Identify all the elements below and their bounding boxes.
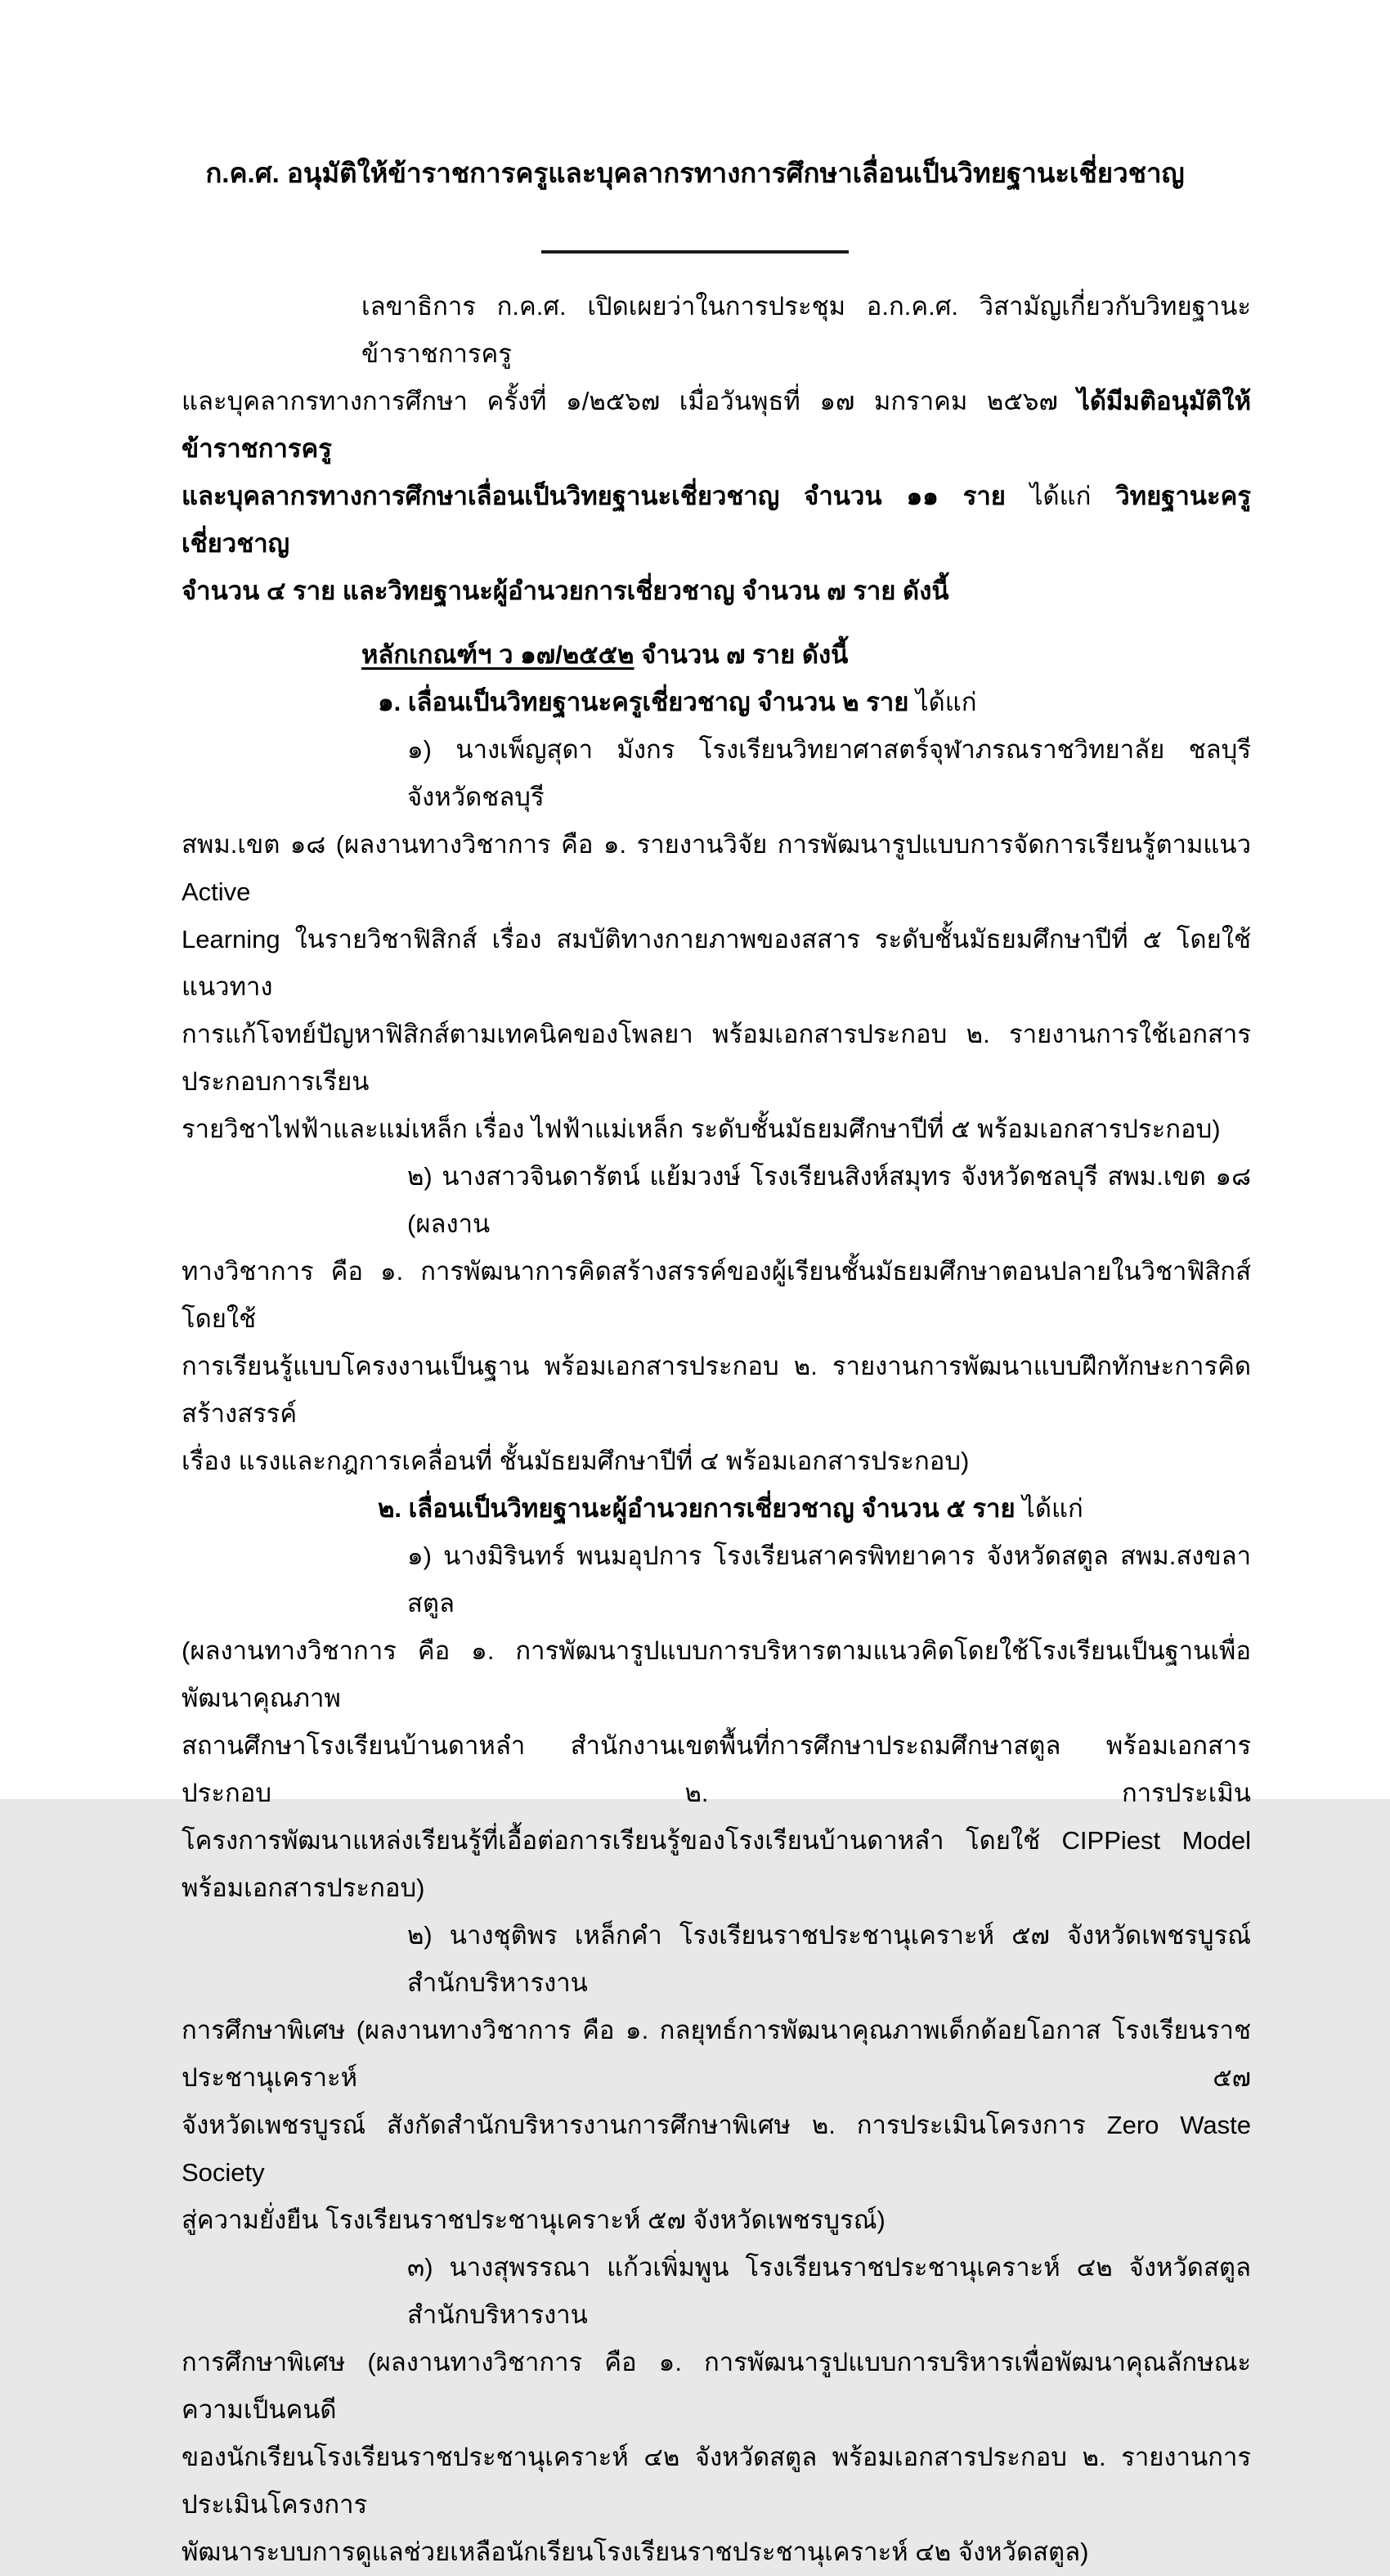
- s1-entry-2-line: [182, 1343, 1251, 1438]
- s1-entry-2-line: [182, 1153, 1251, 1248]
- s2-entry-2-line: [182, 2102, 1251, 2197]
- entry-text: ของนักเรียนโรงเรียนราชประชานุเคราะห์ ๔๒ จังหวัดสตูล พร้อมเอกสารประกอบ ๒. รายงานการประเมินโครงการ: [182, 2443, 1251, 2519]
- entry-text: การเรียนรู้แบบโครงงานเป็นฐาน พร้อมเอกสารประกอบ ๒. รายงานการพัฒนาแบบฝึกทักษะการคิดสร้างสรรค์: [182, 1352, 1251, 1428]
- s1-entry-2-line: [182, 1248, 1251, 1343]
- entry-text: สู่ความยั่งยืน โรงเรียนราชประชานุเคราะห์ ๕๗ จังหวัดเพชรบูรณ์): [182, 2206, 886, 2234]
- s2-entry-3-line: [182, 2529, 1251, 2576]
- criteria-heading-underlined: หลักเกณฑ์ฯ ว ๑๗/๒๕๕๒: [361, 640, 634, 669]
- s1-entry-1-line: [182, 726, 1251, 821]
- intro-text-bold: วิทยฐานะครูเชี่ยวชาญ: [182, 482, 1251, 558]
- intro-text-bold: จำนวน ๔ ราย และวิทยฐานะผู้อำนวยการเชี่ยวชาญ จำนวน ๗ ราย ดังนี้: [182, 577, 949, 605]
- entry-text: การศึกษาพิเศษ (ผลงานทางวิชาการ คือ ๑. การพัฒนารูปแบบการบริหารเพื่อพัฒนาคุณลักษณะความเป็นคนดี: [182, 2348, 1251, 2424]
- s1-entry-2-line: [182, 1438, 1251, 1485]
- intro-line-1: [182, 283, 1251, 378]
- document-title: ก.ค.ศ. อนุมัติให้ข้าราชการครูและบุคลากรทางการศึกษาเลื่อนเป็นวิทยฐานะเชี่ยวชาญ: [205, 158, 1185, 188]
- entry-text: ๓) นางสุพรรณา แก้วเพิ่มพูน โรงเรียนราชประชานุเคราะห์ ๔๒ จังหวัดสตูล สำนักบริหารงาน: [407, 2253, 1251, 2329]
- document-body: [182, 283, 1251, 2576]
- s1-entry-1-line: [182, 1106, 1251, 1153]
- s2-entry-1-line: [182, 1817, 1251, 1912]
- entry-text: พัฒนาระบบการดูแลช่วยเหลือนักเรียนโรงเรียนราชประชานุเคราะห์ ๔๒ จังหวัดสตูล): [182, 2538, 1089, 2566]
- s2-entry-1-line: [182, 1533, 1251, 1627]
- intro-text-bold: และบุคลากรทางการศึกษาเลื่อนเป็นวิทยฐานะเชี่ยวชาญ จำนวน ๑๑ ราย: [182, 482, 1030, 510]
- entry-text: เรื่อง แรงและกฎการเคลื่อนที่ ชั้นมัธยมศึกษาปีที่ ๔ พร้อมเอกสารประกอบ): [182, 1447, 970, 1475]
- s2-entry-2-line: [182, 1912, 1251, 2007]
- entry-text: ๑) นางเพ็ญสุดา มังกร โรงเรียนวิทยาศาสตร์จุฬาภรณราชวิทยาลัย ชลบุรี จังหวัดชลบุรี: [407, 735, 1251, 811]
- section-1-heading-bold: ๑. เลื่อนเป็นวิทยฐานะครูเชี่ยวชาญ จำนวน ๒ ราย: [378, 688, 917, 716]
- section-1-heading-normal: ได้แก่: [916, 688, 977, 716]
- entry-text: โครงการพัฒนาแหล่งเรียนรู้ที่เอื้อต่อการเรียนรู้ของโรงเรียนบ้านดาหลำ โดยใช้ CIPPiest Model พร้อมเอกสารประกอบ): [182, 1826, 1251, 1902]
- s2-entry-3-line: [182, 2434, 1251, 2529]
- criteria-heading-rest: จำนวน ๗ ราย ดังนี้: [634, 640, 849, 669]
- s1-entry-1-line: [182, 821, 1251, 916]
- entry-text: รายวิชาไฟฟ้าและแม่เหล็ก เรื่อง ไฟฟ้าแม่เหล็ก ระดับชั้นมัธยมศึกษาปีที่ ๕ พร้อมเอกสารประกอบ): [182, 1115, 1221, 1143]
- intro-text: และบุคลากรทางการศึกษา ครั้งที่ ๑/๒๕๖๗ เมื่อวันพุธที่ ๑๗ มกราคม ๒๕๖๗: [182, 387, 1078, 415]
- section-1-heading: [182, 679, 1251, 726]
- entry-text: ๑) นางมิรินทร์ พนมอุปการ โรงเรียนสาครพิทยาคาร จังหวัดสตูล สพม.สงขลา สตูล: [407, 1542, 1251, 1618]
- entry-text: ทางวิชาการ คือ ๑. การพัฒนาการคิดสร้างสรรค์ของผู้เรียนชั้นมัธยมศึกษาตอนปลายในวิชาฟิสิกส์ โดยใช้: [182, 1257, 1251, 1333]
- entry-text: การศึกษาพิเศษ (ผลงานทางวิชาการ คือ ๑. กลยุทธ์การพัฒนาคุณภาพเด็กด้อยโอกาส โรงเรียนราชประชานุเคราะห์ ๕๗: [182, 2016, 1251, 2092]
- entry-text: จังหวัดเพชรบูรณ์ สังกัดสำนักบริหารงานการศึกษาพิเศษ ๒. การประเมินโครงการ Zero Waste Society: [182, 2111, 1251, 2187]
- entry-text: การแก้โจทย์ปัญหาฟิสิกส์ตามเทคนิคของโพลยา พร้อมเอกสารประกอบ ๒. รายงานการใช้เอกสารประกอบการเรียน: [182, 1020, 1251, 1096]
- entry-text: สพม.เขต ๑๘ (ผลงานทางวิชาการ คือ ๑. รายงานวิจัย การพัฒนารูปแบบการจัดการเรียนรู้ตามแนว Active: [182, 830, 1251, 906]
- entry-text: ๒) นางชุติพร เหล็กคำ โรงเรียนราชประชานุเคราะห์ ๕๗ จังหวัดเพชรบูรณ์ สำนักบริหารงาน: [407, 1921, 1251, 1997]
- section-2-heading: [182, 1485, 1251, 1533]
- s2-entry-1-line: [182, 1722, 1251, 1817]
- intro-text-bold: ได้มีมติอนุมัติให้ข้าราชการครู: [182, 387, 1251, 463]
- s1-entry-1-line: [182, 916, 1251, 1011]
- entry-text: Learning ในรายวิชาฟิสิกส์ เรื่อง สมบัติทางกายภาพของสสาร ระดับชั้นมัธยมศึกษาปีที่ ๕ โดยใช้แนวทาง: [182, 925, 1251, 1001]
- s2-entry-1-line: [182, 1627, 1251, 1722]
- entry-text: (ผลงานทางวิชาการ คือ ๑. การพัฒนารูปแบบการบริหารตามแนวคิดโดยใช้โรงเรียนเป็นฐานเพื่อพัฒนาคุณภาพ: [182, 1636, 1251, 1712]
- intro-line-2: [182, 378, 1251, 473]
- section-2-heading-bold: ๒. เลื่อนเป็นวิทยฐานะผู้อำนวยการเชี่ยวชาญ จำนวน ๕ ราย: [378, 1494, 1023, 1523]
- criteria-heading: [182, 631, 1251, 679]
- s2-entry-2-line: [182, 2007, 1251, 2102]
- section-2-heading-normal: ได้แก่: [1022, 1494, 1083, 1523]
- entry-text: ๒) นางสาวจินดารัตน์ แย้มวงษ์ โรงเรียนสิงห์สมุทร จังหวัดชลบุรี สพม.เขต ๑๘ (ผลงาน: [407, 1162, 1251, 1238]
- intro-text: ได้แก่: [1029, 482, 1116, 510]
- title-divider-rule: [541, 250, 849, 254]
- entry-text: สถานศึกษาโรงเรียนบ้านดาหลำ สำนักงานเขตพื้นที่การศึกษาประถมศึกษาสตูล พร้อมเอกสารประกอบ ๒. การประเมิน: [182, 1731, 1251, 1807]
- s2-entry-3-line: [182, 2339, 1251, 2434]
- intro-line-4: [182, 568, 1251, 615]
- intro-text: เลขาธิการ ก.ค.ศ. เปิดเผยว่าในการประชุม อ.ก.ค.ศ. วิสามัญเกี่ยวกับวิทยฐานะข้าราชการครู: [361, 292, 1251, 368]
- s2-entry-2-line: [182, 2197, 1251, 2244]
- intro-line-3: [182, 473, 1251, 568]
- s1-entry-1-line: [182, 1011, 1251, 1106]
- s2-entry-3-line: [182, 2244, 1251, 2339]
